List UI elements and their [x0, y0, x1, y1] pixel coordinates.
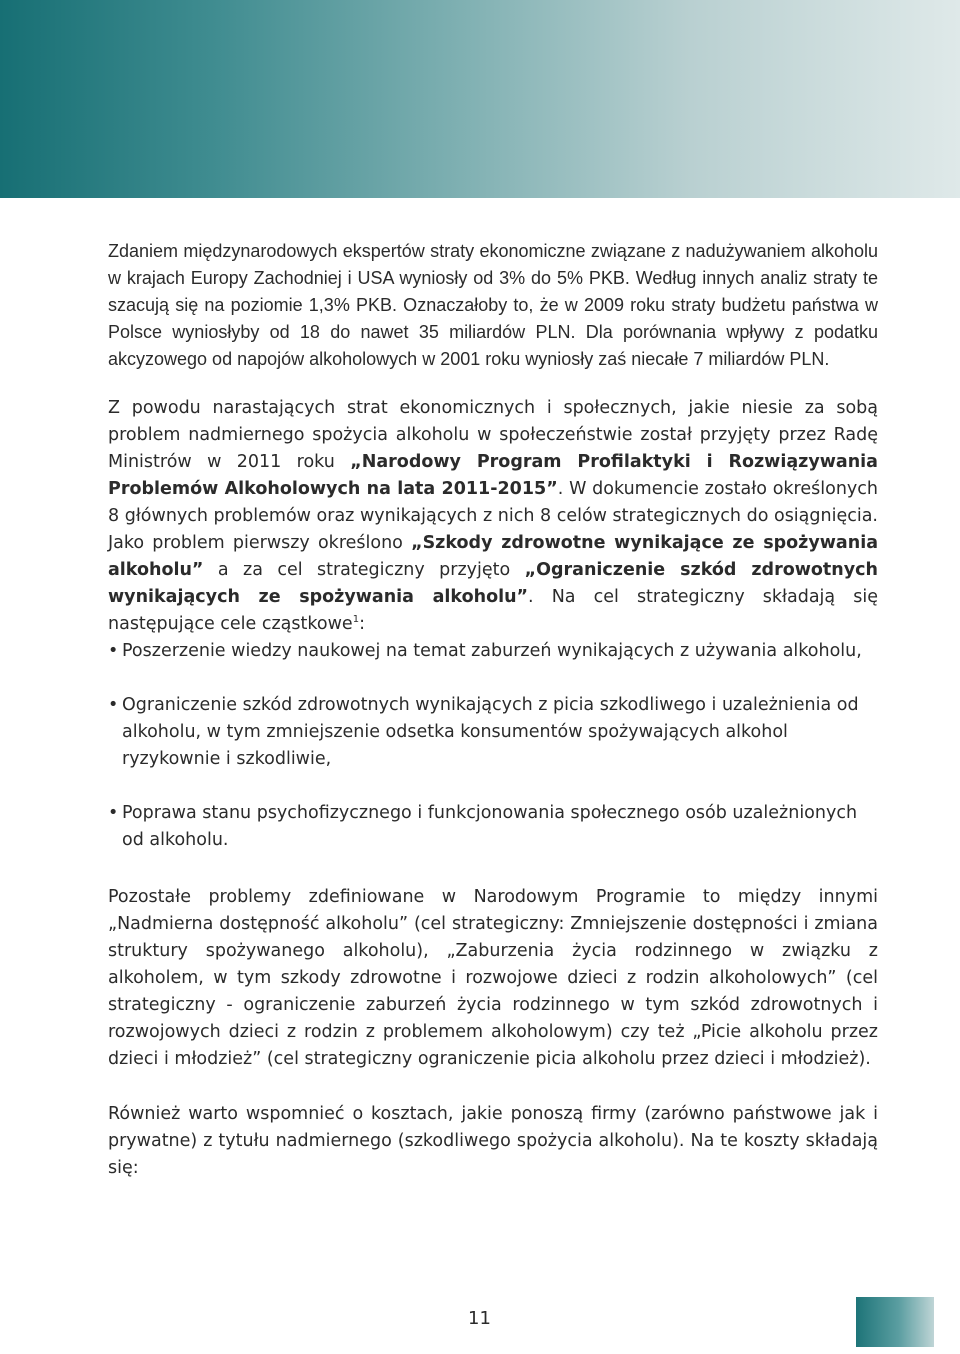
paragraph-company-costs: Również warto wspomnieć o kosztach, jakie ponoszą firmy (zarówno państwowe jak i prywatne) z tytułu nadmiernego (szkodliwego spożycia alkoholu). Na te koszty składają się: [108, 1104, 878, 1178]
bullet-icon: • [108, 641, 119, 661]
partial-goals-list [108, 638, 878, 854]
program-title: „Narodowy Program Profilaktyki i Rozwiązywania Problemów Alkoholowych na lata 2011-2015” [108, 452, 878, 499]
strategic-goal-title: „Ograniczenie szkód zdrowotnych wynikających ze spożywania alkoholu” [108, 560, 878, 607]
paragraph-economic-losses: Zdaniem międzynarodowych ekspertów straty ekonomiczne związane z nadużywaniem alkoholu w krajach Europy Zachodniej i USA wyniosły od 3% do 5% PKB. Według innych analiz straty te szacują się na poziomie 1,3% PKB. Oznaczałoby to, że w 2009 roku straty budżetu państwa w Polsce wyniosłyby od 18 do nawet 35 miliardów PLN. Dla porównania wpływy z podatku akcyzowego od napojów alkoholowych w 2001 roku wyniosły zaś niecałe 7 miliardów PLN. [108, 241, 878, 369]
list-item [108, 638, 878, 665]
header-decorative-band [0, 0, 960, 198]
text-run: . W dokumencie zostało określonych 8 głównych problemów oraz wynikających z nich 8 celów strategicznych do osiągnięcia. Jako problem pierwszy określono [108, 479, 878, 553]
text-run: . Na cel strategiczny składają się następujące cele cząstkowe [108, 587, 878, 634]
page-content [108, 238, 878, 1182]
list-item [108, 800, 878, 854]
text-run: Z powodu narastających strat ekonomicznych i społecznych, jakie niesie za sobą problem nadmiernego spożycia alkoholu w społeczeństwie został przyjęty przez Radę Ministrów w 2011 roku [108, 398, 878, 472]
text-run: : [359, 614, 365, 634]
problem-one-title: „Szkody zdrowotne wynikające ze spożywania alkoholu” [108, 533, 878, 580]
bullet-icon: • [108, 695, 119, 715]
paragraph-other-problems: Pozostałe problemy zdefiniowane w Narodowym Programie to między innymi „Nadmierna dostępność alkoholu” (cel strategiczny: Zmniejszenie dostępności i zmiana struktury spożywanego alkoholu), „Zaburzenia życia rodzinnego w związku z alkoholem, w tym szkody zdrowotne i rozwojowe dzieci z rodzin alkoholowych” (cel strategiczny - ograniczenie zaburzeń życia rodzinnego w tym szkód zdrowotnych i rozwojowych dzieci z rodzin z problemem alkoholowym) czy też „Picie alkoholu przez dzieci i młodzież” (cel strategiczny ograniczenie picia alkoholu przez dzieci i młodzież). [108, 887, 878, 1069]
list-item-text: Poprawa stanu psychofizycznego i funkcjonowania społecznego osób uzależnionych od alkoholu. [122, 803, 858, 850]
bullet-icon: • [108, 803, 119, 823]
list-item-text: Poszerzenie wiedzy naukowej na temat zaburzeń wynikających z używania alkoholu, [122, 641, 862, 661]
text-run: a za cel strategiczny przyjęto [203, 560, 525, 580]
list-item [108, 692, 878, 773]
page-number: 11 [468, 1308, 491, 1329]
footer-decorative-tab [856, 1297, 934, 1347]
paragraph-national-program [108, 395, 878, 638]
list-item-text: Ograniczenie szkód zdrowotnych wynikających z picia szkodliwego i uzależnienia od alkoholu, w tym zmniejszenie odsetka konsumentów spożywających alkohol ryzykownie i szkodliwie, [122, 695, 859, 769]
footnote-reference: 1 [352, 614, 360, 626]
